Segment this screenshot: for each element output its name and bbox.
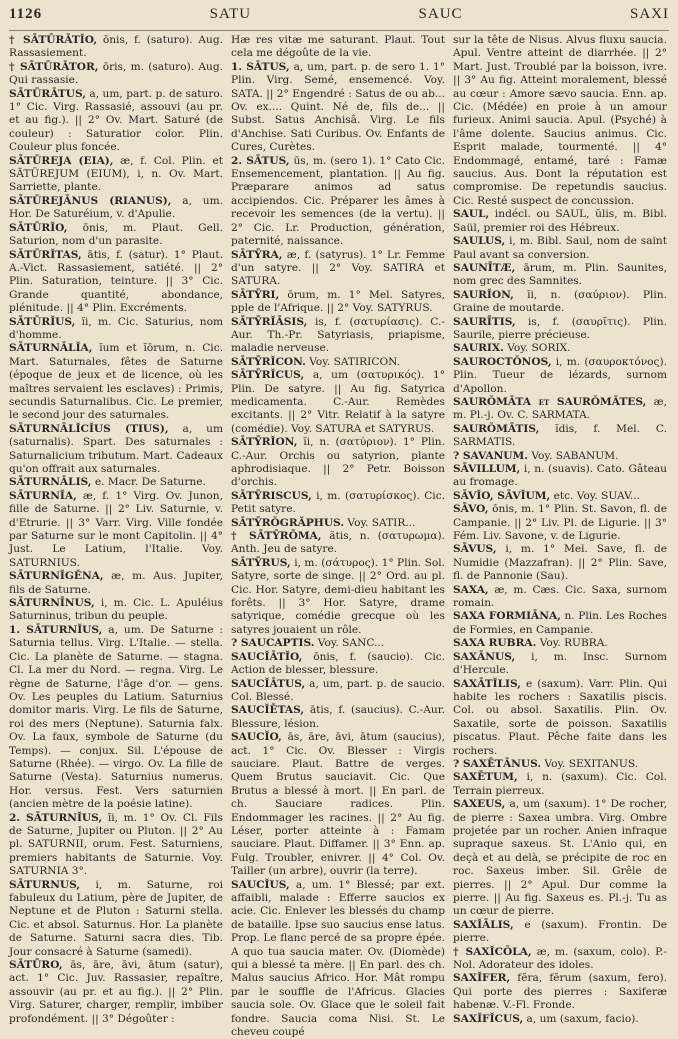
dictionary-entry — [453, 356, 667, 396]
dictionary-entry — [9, 249, 223, 316]
definition: a, um. De Saturne : Saturnia tellus. Virg. L'Italie. — stella. Cic. La planète de Saturne. — stagna. Cl. La mer du Nord. — regna. Virg. Le règne de Saturne, l'âge d'or. — gens. Ov. Les peuples du Latium. Saturnius domitor maris. Virg. Le fils de Saturne, roi des mers (Neptune). Saturnia falx. Ov. La faux, symbole de Saturne (du Temps). — conjux. Sil. L'épouse de Saturne (Rhée). — virgo. Ov. La fille de Saturne (Vesta). Saturnius numerus. Hor. versus. Fest. Vers saturnien (ancien mètre de la poésie latine). — [9, 623, 223, 811]
definition: a, um (saxum). 1° De rocher, de pierre : Saxea umbra. Virg. Ombre projetée par un rocher. Anien infraque supraque saxeus. St. L'Anio qui, en deçà et au delà, se précipite de roc en roc. Saxeus imber. Sil. Grêle de pierres. || 2° Apul. Dur comme la pierre. || Au fig. Saxeus es. Pl.-j. Tu as un cœur de pierre. — [453, 798, 668, 918]
dictionary-entry — [453, 289, 667, 316]
dictionary-entry — [231, 249, 445, 289]
definition: Voy. SATIR... — [347, 516, 416, 529]
headword: SAUCĬĀTĬO, — [231, 650, 303, 663]
page-header — [9, 6, 669, 31]
definition: indécl. ou SAUL, ŭlis, m. Bibl. Saül, premier roi des Hébreux. — [453, 208, 667, 234]
dictionary-entry — [9, 61, 223, 88]
definition: fĕra, fĕrum (saxum, fero). Qui porte des pierres : Saxiferæ habenæ. V.-Fl. Fronde. — [453, 972, 667, 1012]
dictionary-entry — [453, 972, 667, 1012]
dictionary-entry — [9, 476, 223, 489]
definition: Voy. RUBRA. — [539, 637, 608, 650]
definition: a, um. Hor. De Saturéium, v. d'Apulie. — [9, 194, 223, 221]
headword: ? SAVANUM. — [453, 449, 528, 462]
definition: e (saxum). Varr. Plin. Qui habite les rochers : Saxatilis piscis. Col. ou absol. Saxatilis. Plin. Ov. Saxatile, sorte de poisson. Saxatilis piscatus. Plaut. Pêche faite dans les rochers. — [453, 677, 667, 757]
headword: † SĀTȲRŌMA, — [231, 530, 322, 543]
dictionary-entry — [453, 316, 667, 343]
definition: æ, m. Aus. Jupiter, fils de Saturne. — [9, 570, 223, 596]
dictionary-entry — [231, 289, 445, 316]
dictionary-entry — [9, 597, 223, 624]
dictionary-entry — [453, 34, 667, 208]
definition: Hæ res vitæ me saturant. Plaut. Tout cela me dégoûte de la vie. — [231, 34, 445, 60]
headword: SĀTȲRISCUS, — [231, 489, 312, 502]
dictionary-entry — [453, 610, 667, 637]
definition: is, f. (σατυρίασις). C.-Aur. Th.-Pr. Satyriasis, priapisme, maladie nerveuse. — [231, 315, 445, 355]
definition: ātis, f. (satur). 1° Plaut. A.-Vict. Rassasiement, satiété. || 2° Plin. Saturation, teinture. || 3° Cic. Grande quantité, abondance, plénitude. || 4° Plin. Excréments. — [9, 248, 223, 315]
definition: ĭi, m. Cic. Saturius, nom d'homme. — [9, 315, 223, 341]
dictionary-entry — [231, 34, 445, 61]
dictionary-entry — [9, 222, 223, 249]
headword: SĀVO, — [453, 503, 489, 516]
definition: ătis, n. (σατυρωμα). Anth. Jeu de satyre. — [231, 530, 445, 556]
definition: ĭdis, f. Mel. C. SARMATIS. — [453, 422, 668, 449]
column-3 — [453, 34, 667, 1024]
dictionary-entry — [231, 155, 445, 249]
headword: 1. SĀTURNĬUS, — [9, 623, 103, 636]
dictionary-entry — [231, 879, 445, 1039]
headword: SAXĬFER, — [453, 972, 511, 985]
headword: SĀTŪRĬO, — [9, 221, 68, 234]
headword: SAXEUS, — [453, 798, 506, 811]
definition: ĭi, n. (σαύριον). Plin. Graine de moutarde. — [453, 288, 667, 315]
headword: SĀTURNĀLĬCĬUS (TIUS), — [9, 422, 169, 435]
definition: i, m. Bibl. Saul, nom de saint Paul avant sa conversion. — [453, 235, 667, 261]
headword: SAUL, — [453, 208, 490, 221]
definition: a, um, part. p. de saturo. 1° Cic. Virg. Rassasié, assouvi (au pr. et au fig.). || 2° Ov. Mart. Saturé (de couleur) : Saturatior color. Plin. Couleur plus foncée. — [9, 87, 223, 154]
dictionary-entry — [231, 651, 445, 678]
definition: ōrum, m. 1° Mel. Satyres, pple de l'Afrique. || 2° Voy. SATYRUS. — [231, 288, 445, 315]
definition: i, n. (saxum). Cic. Col. Terrain pierreux. — [453, 771, 667, 797]
headword: SĀTȲRA, — [231, 248, 283, 261]
dictionary-entry — [231, 704, 445, 731]
definition: i, m. 1° Mel. Save, fl. de Numidie (Mazzafran). || 2° Plin. Save, fl. de Pannonie (Sau). — [453, 543, 667, 583]
headword: SĀTŪRĀTUS, — [9, 87, 86, 100]
dictionary-entry — [231, 356, 445, 369]
definition: ōnis, m. Plaut. Gell. Saturion, nom d'un parasite. — [9, 221, 223, 248]
definition: etc. Voy. SUAV... — [553, 489, 641, 502]
dictionary-entry — [9, 959, 223, 1026]
dictionary-entry — [453, 342, 667, 355]
headword: † SAXĬCŎLA, — [453, 945, 532, 958]
dictionary-entry — [231, 436, 445, 490]
headword: SĀTŪREJĀNUS (RIANUS), — [9, 194, 172, 207]
dictionary-entry — [453, 208, 667, 235]
headword: SĀTȲRĬON, — [231, 436, 298, 449]
headword: SAUCĬO, — [231, 731, 282, 744]
dictionary-entry — [9, 342, 223, 422]
dictionary-entry — [453, 946, 667, 973]
definition: Voy. SABANUM. — [531, 449, 619, 462]
headword: SĀTȲRUS, — [231, 556, 291, 569]
headword: SAURĬON, — [453, 288, 514, 301]
dictionary-entry — [453, 463, 667, 490]
column-2 — [231, 34, 446, 1039]
headword: SAURŎMĀTIS, — [453, 422, 540, 435]
headword: SĀTURNUS, — [9, 878, 81, 891]
headword: SĀTȲRĬCON. — [231, 355, 306, 368]
headword: SĀTURNĪNUS, — [9, 597, 95, 610]
definition: i, m. Cic. L. Apuléius Saturninus, tribun du peuple. — [9, 597, 223, 623]
dictionary-entry — [453, 262, 667, 289]
headword: SAUCĬĒTAS, — [231, 704, 305, 717]
headword: 2. SĀTUS, — [231, 154, 290, 167]
definition: ās, āre, āvi, ātum (saucius), act. 1° Cic. Ov. Blesser : Virgis sauciare. Plaut. Battre de verges. Quem Brutus sauciavit. Cic. Que Brutus a blessé à mort. || En parl. de ch. Sauciare radices. Plin. Endommager les racines. || 2° Au fig. Léser, porter atteinte à : Famam sauciare. Plaut. Diffamer. || 3° Enn. ap. Fulg. Troubler, enivrer. || 4° Col. Ov. Tailler (un arbre), ouvrir (la terre). — [231, 731, 445, 878]
definition: Voy. SEXITANUS. — [544, 757, 639, 770]
dictionary-entry — [9, 570, 223, 597]
definition: sur la tête de Nisus. Alvus fluxu saucia. Apul. Ventre atteint de diarrhée. || 2° Mart. Just. Troublé par la boisson, ivre. || 3° Au fig. Atteint moralement, blessé au cœur : Amore sævo saucia. Enn. ap. Cic. (Médée) en proie à un amour furieux. Animi saucia. Apul. (Psyché) à l'âme dolente. Saucius animus. Cic. Esprit malade, tourmenté. || 4° Endommagé, entamé, taré : Famæ saucius. Aus. Dont la réputation est compromise. De repetundis saucius. Cic. Resté suspect de concussion. — [453, 34, 667, 207]
headword: SĀTȲRI, — [231, 288, 280, 301]
headword: ? SAXĒTĀNUS. — [453, 757, 542, 770]
dictionary-entry — [453, 396, 667, 423]
definition: Voy. SANC... — [317, 637, 385, 650]
dictionary-entry — [231, 731, 445, 878]
headword: SAXĬĀLIS, — [453, 918, 514, 931]
definition: a, um, part. p. de sero 1. 1° Plin. Virg. Semé, ensemencé. Voy. SATA. || 2° Engendré : Satus de ou ab... Ov. ex.... Quint. Né de, fils de... || Subst. Satus Anchisâ. Virg. Le fils d'Anchise. Sati Curibus. Ov. Enfants de Cures, Curètes. — [231, 60, 446, 154]
definition: Voy. SORIX. — [507, 342, 571, 355]
dictionary-entry — [9, 624, 223, 812]
definition: ōnis, f. (saucio). Cic. Action de blesser, blessure. — [231, 650, 446, 677]
headword: SĀTURNĀLIS, — [9, 476, 92, 489]
dictionary-entry — [453, 651, 667, 678]
dictionary-entry — [9, 155, 223, 195]
headword: SAULUS, — [453, 235, 506, 248]
definition: Voy. SATIRICON. — [309, 355, 401, 368]
definition: e (saxum). Frontin. De pierre. — [453, 918, 667, 945]
definition: ĭi, m. 1° Ov. Cl. Fils de Saturne, Jupiter ou Pluton. || 2° Au pl. SATURNII, orum. Fest. Saturniens, premiers habitants de Saturnie. Voy. SATURNIA 3°. — [9, 811, 223, 878]
page-number: 1126 — [9, 6, 43, 22]
dictionary-entry — [453, 919, 667, 946]
dictionary-entry — [9, 490, 223, 570]
definition: a, um (saturnalis). Spart. Des saturnales : Saturnalicium tributum. Mart. Cadeaux qu'on offrait aux saturnales. — [9, 422, 224, 475]
headword: SĀTŪRO, — [9, 959, 63, 972]
dictionary-entry — [453, 503, 667, 543]
headword: SAURŎMĀTA et SAURŎMĀTES, — [453, 395, 647, 408]
definition: is, f. (σαυρῖτις). Plin. Saurile, pierre précieuse. — [453, 315, 667, 341]
definition: ōnis, f. (saturo). Aug. Rassasiement. — [9, 34, 223, 60]
headword: 2. SĀTURNĬUS, — [9, 811, 103, 824]
definition: i, m. Insc. Surnom d'Hercule. — [453, 650, 667, 677]
definition: i, n. (suavis). Cato. Gâteau au fromage. — [453, 463, 667, 489]
dictionary-entry — [9, 423, 223, 477]
headword: SĀTURNĀLĬA, — [9, 342, 93, 355]
headword: SĀVĬO, SĀVĬUM, — [453, 489, 551, 502]
dictionary-entry — [453, 450, 667, 463]
column-1 — [9, 34, 223, 1024]
headword: 1. SĀTUS, — [231, 60, 290, 73]
headword: SAXA, — [453, 583, 489, 596]
dictionary-entry — [231, 517, 445, 530]
headword: SĀVILLUM, — [453, 463, 521, 475]
headword: SAXA RUBRA. — [453, 637, 537, 650]
headword: SAXĀTĬLIS, — [453, 677, 521, 690]
headword: † SĀTŪRĀTĬO, — [9, 34, 98, 46]
dictionary-entry — [9, 195, 223, 222]
definition: ūs, m. (sero 1). 1° Cato Cic. Ensemencement, plantation. || Au fig. Præparare animos ad satus accipiendos. Cic. Préparer les âmes à recevoir les semences (de la vertu). || 2° Cic. Lr. Production, génération, paternité, naissance. — [231, 154, 446, 248]
dictionary-entry — [453, 584, 667, 611]
dictionary-entry — [453, 235, 667, 262]
headword: SĀTȲRĬCUS, — [231, 369, 305, 382]
definition: æ, m. (saxum, colo). P.-Nol. Adorateur des idoles. — [453, 945, 667, 972]
definition: e. Macr. De Saturne. — [94, 476, 206, 489]
dictionary-entry — [9, 316, 223, 343]
dictionary-entry — [9, 812, 223, 879]
dictionary-entry — [9, 34, 223, 61]
definition: ĭi, n. (σατύριον). 1° Plin. C.-Aur. Orchis ou satyrion, plante aphrodisiaque. || 2° Petr. Boisson d'orchis. — [231, 436, 445, 489]
headword: SAUROCTŎNOS, — [453, 355, 552, 368]
definition: ātis, f. (saucius). C.-Aur. Blessure, lésion. — [231, 704, 445, 730]
headword: SĀVUS, — [453, 543, 497, 556]
dictionary-entry — [453, 490, 667, 503]
definition: æ, m. Cæs. Cic. Saxa, surnom romain. — [453, 583, 667, 610]
dictionary-entry — [453, 758, 667, 771]
definition: a, um. 1° Blessé; par ext. affaibli, malade : Efferre saucios ex acie. Cic. Enlever les blessés du champ de bataille. Ipse suo saucius ense latus. Prop. Le flanc percé de sa propre épée. A quo tua saucia mater. Ov. (Diomède) qui a blessé ta mère. || En parl. des ch. Malus saucius Africo. Hor. Mât rompu par le souffle de l'Africus. Glacies saucia sole. Ov. Glace que le soleil fait fondre. Saucia coma Nisi. St. Le cheveu coupé — [231, 878, 445, 1039]
definition: ĭum et ĭōrum, n. Cic. Mart. Saturnales, fêtes de Saturne (époque de jeux et de licence, où les maîtres servaient les esclaves) : Primis, secundis Saturnalibus. Cic. Le premier, le second jour des saturnales. — [9, 342, 223, 422]
headword: SAUCĬUS, — [231, 878, 290, 891]
headword: SĀTURNĬA, — [9, 489, 77, 502]
definition: æ, f. (satyrus). 1° Lr. Femme d'un satyre. || 2° Voy. SATIRA et SATURA. — [231, 248, 446, 288]
headword: SAXĀNUS, — [453, 650, 516, 663]
headword: SĀTȲRŎGRĂPHUS. — [231, 516, 345, 529]
headword: SĀTURNĬGĔNA, — [9, 570, 104, 583]
headword: SAXĬFĬCUS, — [453, 1012, 524, 1025]
headword: SAUCĬĀTUS, — [231, 677, 306, 690]
dictionary-entry — [453, 1013, 667, 1026]
dictionary-entry — [453, 771, 667, 798]
headword: ? SAUCAPTIS. — [231, 637, 315, 650]
definition: i, m. (σαυροκτόνος). Plin. Tueur de lézards, surnom d'Apollon. — [453, 355, 667, 395]
headword: SĀTŪRĬUS, — [9, 315, 76, 328]
definition: i, m. (σατυρίσκος). Cic. Petit satyre. — [231, 489, 446, 516]
dictionary-entry — [453, 423, 667, 450]
dictionary-entry — [231, 678, 445, 705]
headword: SĀTȲRĬĀSIS, — [231, 315, 308, 328]
dictionary-entry — [231, 490, 445, 517]
definition: æ, f. Col. Plin. et SĀTŪREJUM (EIUM), i, n. Ov. Mart. Sarriette, plante. — [9, 154, 223, 194]
headword: SAUNĪTÆ, — [453, 261, 516, 274]
definition: a, um, part. p. de saucio. Col. Blessé. — [231, 677, 445, 703]
definition: i, m. (σάτυρος). 1° Plin. Sol. Satyre, sorte de singe. || 2° Ord. au pl. Cic. Hor. Satyre, demi-dieu habitant les forêts. || 3° Hor. Satyre, drame satyrique, comédie grecque où les satyres jouaient un rôle. — [231, 556, 445, 636]
dictionary-entry — [9, 879, 223, 959]
headword: SĀTŪRĬTAS, — [9, 248, 82, 261]
headword: † SĀTŪRĀTOR, — [9, 60, 99, 73]
dictionary-entry — [453, 798, 667, 919]
definition: æ, f. 1° Virg. Ov. Junon, fille de Saturne. || 2° Liv. Saturnie, v. d'Etrurie. || 3° Varr. Virg. Ville fondée par Saturne sur le mont Capitolin. || 4° Just. Le Latium, l'Italie. Voy. SATURNIUS. — [9, 489, 223, 569]
dictionary-entry — [231, 530, 445, 557]
definition: a, um (saxum, facio). — [526, 1012, 639, 1025]
definition: ōnis, m. 1° Plin. St. Savon, fl. de Campanie. || 2° Liv. Pl. de Ligurie. || 3° Fém. Liv. Savone, v. de Ligurie. — [453, 503, 667, 543]
dictionary-entry — [231, 557, 445, 637]
dictionary-entry — [453, 637, 667, 650]
definition: n. Plin. Les Roches de Formies, en Campanie. — [453, 610, 667, 636]
dictionary-entry — [9, 88, 223, 155]
text-columns — [9, 34, 669, 1039]
dictionary-entry — [231, 637, 445, 650]
headword: SĀTŪREJA (EIA), — [9, 154, 114, 167]
dictionary-entry — [231, 316, 445, 356]
running-head-left: SATU — [209, 6, 252, 22]
definition: ās, āre, āvi, ātum (satur), act. 1° Cic. Juv. Rassasier, repaître, assouvir (au pr. et au fig.). || 2° Plin. Virg. Saturer, charger, remplir, imbiber profondément. || 3° Dégoûter : — [9, 959, 223, 1025]
headword: SAXA FORMIĀNA, — [453, 610, 561, 623]
definition: i, m. Saturne, roi fabuleux du Latium, père de Jupiter, de Neptune et de Pluton : Saturni stella. Cic. et absol. Saturnus. Hor. La planète de Saturne. Saturni sacra dies. Tib. Jour consacré à Saturne (samedi). — [9, 878, 224, 958]
definition: ōris, m. (saturo). Aug. Qui rassasie. — [9, 60, 223, 87]
definition: a, um (σατυρικός). 1° Plin. De satyre. || Au fig. Satyrica medicamenta. C.-Aur. Remèdes excitants. || 2° Vitr. Relatif à la satyre (comédie). Voy. SATURA et SATYRUS. — [231, 369, 446, 435]
dictionary-entry — [231, 369, 445, 436]
running-head-center: SAUC — [418, 6, 463, 22]
running-head-right: SAXI — [629, 6, 669, 22]
definition: æ, m. Pl.-j. Ov. C. SARMATA. — [453, 395, 667, 422]
definition: ārum, m. Plin. Saunites, nom grec des Samnites. — [453, 261, 667, 288]
dictionary-entry — [231, 61, 445, 155]
headword: SAURĪTIS, — [453, 315, 516, 328]
headword: SAURIX. — [453, 342, 504, 355]
headword: SAXĒTUM, — [453, 771, 518, 784]
dictionary-entry — [453, 543, 667, 583]
dictionary-entry — [453, 678, 667, 758]
